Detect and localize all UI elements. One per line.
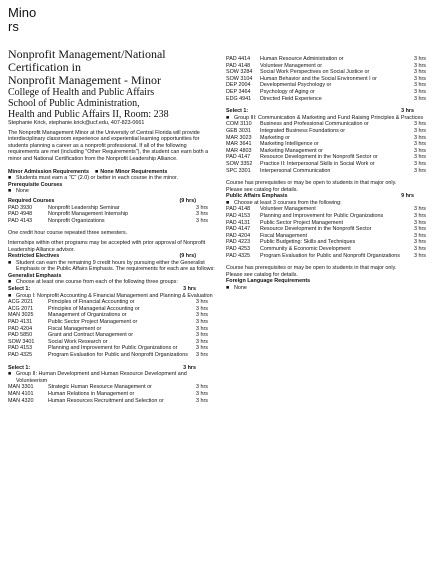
select-1-group-iii: Select 1: 3 hrs bbox=[226, 108, 414, 115]
course-row bbox=[226, 82, 436, 89]
course-row bbox=[226, 220, 436, 227]
course-code: PAD 4148 bbox=[226, 62, 251, 69]
course-title: Volunteer Management or bbox=[260, 62, 323, 69]
header-line-1: Mino bbox=[8, 5, 37, 20]
course-code: PAD 4223 bbox=[226, 239, 251, 246]
course-hours: 3 hrs bbox=[414, 141, 426, 148]
generalist-heading: Generalist Emphasis bbox=[8, 272, 62, 279]
course-hours: 3 hrs bbox=[196, 312, 208, 319]
foreign-language-heading: Foreign Language Requirements bbox=[226, 278, 311, 285]
course-row bbox=[8, 211, 218, 218]
course-hours: 3 hrs bbox=[414, 88, 426, 95]
course-row bbox=[8, 218, 218, 225]
prereq-note-2: Course has prerequisites or may be open to students in that major only. bbox=[226, 265, 397, 272]
bullet-icon: ■ bbox=[226, 285, 230, 291]
course-hours: 3 hrs bbox=[196, 325, 208, 332]
bullet-icon: ■ bbox=[8, 279, 12, 286]
prereq-none: ■ None bbox=[8, 188, 29, 195]
course-code: PAD 4253 bbox=[226, 246, 251, 253]
course-code: DEP 3464 bbox=[226, 88, 251, 95]
course-code: MAR 4803 bbox=[226, 147, 252, 154]
course-hours: 3 hrs bbox=[414, 232, 426, 239]
bullet-icon: ■ bbox=[94, 168, 99, 175]
course-hours: 3 hrs bbox=[196, 305, 208, 312]
course-hours: 3 hrs bbox=[196, 352, 208, 358]
course-row bbox=[226, 226, 436, 233]
group-i-heading: ■ Group I: Nonprofit Accounting & Financial Management and Planning & Evaluation bbox=[8, 292, 213, 299]
course-title: Public Sector Project Management bbox=[260, 219, 343, 226]
course-title: Fiscal Management bbox=[260, 232, 308, 239]
course-code: MAN 3025 bbox=[8, 312, 34, 319]
group-iii-heading: ■ Group III: Communication & Marketing and Fund Raising Principles & Practices bbox=[226, 114, 424, 121]
choose-three: ■ Choose at least 3 courses from the following: bbox=[226, 199, 342, 206]
catalog-note-2: Please see catalog for details. bbox=[226, 271, 298, 278]
course-row bbox=[226, 233, 436, 240]
school: School of Public Administration, bbox=[8, 98, 140, 109]
course-hours: 3 hrs bbox=[196, 204, 208, 211]
course-code: MAR 3641 bbox=[226, 141, 252, 148]
course-code: PAD 4147 bbox=[226, 226, 251, 233]
course-row bbox=[226, 206, 436, 213]
course-hours: 3 hrs bbox=[414, 206, 426, 213]
course-title: Human Resource Administration or bbox=[260, 56, 344, 62]
course-title: Fiscal Management or bbox=[48, 325, 102, 332]
course-hours: 3 hrs bbox=[414, 252, 426, 259]
foreign-none: ■ None bbox=[226, 285, 247, 291]
prereq-note-1: Course has prerequisites or may be open to students in that major only. bbox=[226, 180, 397, 187]
course-hours: 3 hrs bbox=[414, 75, 426, 82]
bullet-icon: ■ bbox=[226, 199, 230, 206]
course-row bbox=[8, 339, 218, 346]
course-row bbox=[226, 161, 436, 168]
course-code: SPC 3301 bbox=[226, 167, 251, 174]
course-hours: 3 hrs bbox=[414, 62, 426, 69]
course-hours: 3 hrs bbox=[196, 384, 208, 391]
course-row bbox=[226, 56, 436, 63]
course-hours: 3 hrs bbox=[414, 239, 426, 246]
course-row bbox=[8, 319, 218, 326]
course-code: GEB 3031 bbox=[226, 127, 251, 134]
course-code: PAD 4143 bbox=[8, 217, 33, 224]
course-row bbox=[8, 352, 218, 359]
course-code: PAD 4153 bbox=[8, 345, 33, 352]
group-iii-courses bbox=[226, 121, 436, 174]
course-hours: 3 hrs bbox=[414, 69, 426, 76]
public-affairs-heading: Public Affairs Emphasis 9 hrs bbox=[226, 193, 414, 200]
course-code: PAD 4948 bbox=[8, 211, 33, 218]
course-row bbox=[226, 154, 436, 161]
course-code: ACG 2071 bbox=[8, 305, 34, 312]
course-title: Directed Field Experience bbox=[260, 95, 322, 102]
course-row bbox=[226, 246, 436, 253]
select-1-group-ii: Select 1: 3 hrs bbox=[8, 364, 196, 371]
header-line-2: rs bbox=[8, 19, 19, 34]
title-b: Certification in bbox=[8, 60, 81, 74]
course-title: Planning and Improvement for Public Organizations or bbox=[48, 345, 178, 352]
course-hours: 3 hrs bbox=[414, 246, 426, 253]
course-title: Practice II: Interpersonal Skills in Social Work or bbox=[260, 160, 375, 167]
course-hours: 3 hrs bbox=[414, 121, 426, 128]
course-code: PAD 4148 bbox=[226, 206, 251, 213]
course-row bbox=[8, 299, 218, 306]
course-hours: 3 hrs bbox=[196, 211, 208, 218]
bullet-icon: ■ bbox=[226, 114, 230, 121]
course-row bbox=[226, 76, 436, 83]
right-column bbox=[226, 56, 436, 292]
course-row bbox=[226, 141, 436, 148]
course-title: Resource Development in the Nonprofit Sector bbox=[260, 226, 372, 233]
course-hours: 3 hrs bbox=[196, 319, 208, 326]
course-row bbox=[8, 384, 218, 391]
course-title: Human Resources Recruitment and Selection or bbox=[48, 397, 164, 404]
contact: Stephanie Krick, stephanie.krick@ucf.edu, 407-823-0661 bbox=[8, 120, 145, 126]
choose-one: ■ Choose at least one course from each of the following three groups: bbox=[8, 279, 178, 286]
internships-note: Internships within other programs may be accepted with prior approval of Nonprofit Leadership Alliance advisor. bbox=[8, 239, 206, 253]
course-code: PAD 5850 bbox=[8, 332, 33, 339]
course-code: ACG 2021 bbox=[8, 299, 34, 306]
course-title: Marketing Intelligence or bbox=[260, 141, 319, 148]
course-row bbox=[226, 239, 436, 246]
group-i-courses bbox=[8, 299, 218, 358]
prereq-heading: Prerequisite Courses bbox=[8, 181, 63, 188]
course-title: Grant and Contract Management or bbox=[48, 332, 134, 339]
course-title: Nonprofit Management Internship bbox=[48, 211, 129, 218]
course-hours: 3 hrs bbox=[414, 147, 426, 154]
course-code: PAD 4147 bbox=[226, 154, 251, 161]
course-hours: 3 hrs bbox=[414, 154, 426, 161]
course-title: Principles of Managerial Accounting or bbox=[48, 305, 140, 312]
restricted-text: ■ Student can earn the remaining 9 credit hours by pursuing either the Generalist Emphasis or the Public Affairs Emphasis. The requirements for each are as follows: bbox=[8, 259, 215, 273]
course-hours: 3 hrs bbox=[196, 345, 208, 352]
course-hours: 3 hrs bbox=[196, 397, 208, 404]
course-code: EDG 4941 bbox=[226, 95, 252, 102]
group-ii-heading: ■ Group II: Human Development and Human Resource Development and Volunteerism bbox=[8, 371, 187, 384]
bullet-icon: ■ bbox=[8, 292, 12, 299]
course-code: PAD 4204 bbox=[8, 325, 33, 332]
course-hours: 3 hrs bbox=[414, 127, 426, 134]
course-code: PAD 4325 bbox=[8, 352, 33, 358]
course-title: Public Budgeting: Skills and Techniques bbox=[260, 239, 356, 246]
course-row bbox=[226, 168, 436, 175]
one-credit-note: One credit hour course repeated three semesters. bbox=[8, 230, 128, 237]
grade-requirement: ■ Students must earn a "C" (2.0) or better in each course in the minor. bbox=[8, 175, 179, 182]
course-code: SOW 3284 bbox=[226, 69, 253, 76]
room: Health and Public Affairs II, Room: 238 bbox=[8, 109, 169, 120]
course-row bbox=[226, 96, 436, 103]
course-title: Planning and Improvement for Public Organizations bbox=[260, 213, 384, 220]
course-hours: 3 hrs bbox=[414, 160, 426, 167]
course-row bbox=[226, 121, 436, 128]
course-code: DEP 2004 bbox=[226, 82, 251, 89]
course-row bbox=[226, 89, 436, 96]
course-title: Human Relations in Management or bbox=[48, 390, 135, 397]
course-code: SOW 3104 bbox=[226, 75, 253, 82]
course-row bbox=[8, 391, 218, 398]
course-title: Management of Organizations or bbox=[48, 312, 127, 319]
course-title: Community & Economic Development bbox=[260, 246, 351, 253]
course-title: Principles of Financial Accounting or bbox=[48, 299, 135, 306]
course-hours: 3 hrs bbox=[414, 56, 426, 62]
course-code: MAR 3023 bbox=[226, 134, 252, 141]
course-hours: 3 hrs bbox=[414, 219, 426, 226]
select-1-group-i: Select 1: 3 hrs bbox=[8, 286, 196, 293]
course-title: Nonprofit Leadership Seminar bbox=[48, 204, 120, 211]
course-code: PAD 3930 bbox=[8, 204, 33, 211]
left-column bbox=[8, 0, 218, 404]
course-hours: 3 hrs bbox=[414, 95, 426, 102]
course-title: Public Sector Project Management or bbox=[48, 319, 138, 326]
course-hours: 3 hrs bbox=[414, 213, 426, 220]
bullet-icon: ■ bbox=[8, 175, 12, 182]
course-row bbox=[8, 345, 218, 352]
course-title: Social Work Research or bbox=[48, 338, 108, 345]
intro-paragraph: The Nonprofit Management Minor at the University of Central Florida will provide interdisciplinary classroom experience and experiential learning opportunities for students planning a career as a nonprofit professional. If all of the following requirements are met (including "Other Requirements"), the student can earn both a minor and National Certification from the Nonprofit Leadership Alliance. bbox=[8, 129, 209, 162]
required-heading: Required Courses (9 hrs) bbox=[8, 197, 196, 204]
course-code: PAD 4131 bbox=[8, 319, 33, 326]
group-ii-courses bbox=[8, 384, 218, 404]
course-title: Business and Professional Communication or bbox=[260, 121, 369, 128]
course-hours: 3 hrs bbox=[414, 82, 426, 89]
course-hours: 3 hrs bbox=[196, 217, 208, 224]
course-hours: 3 hrs bbox=[414, 167, 426, 174]
course-row bbox=[226, 148, 436, 155]
course-code: PAD 4325 bbox=[226, 252, 251, 259]
required-courses-list bbox=[8, 205, 218, 225]
public-affairs-courses bbox=[226, 206, 436, 259]
course-row bbox=[8, 398, 218, 405]
bullet-icon: ■ bbox=[8, 259, 12, 266]
course-title: Program Evaluation for Public and Nonprofit Organizations bbox=[48, 352, 188, 358]
restricted-heading: Restricted Electives (9 hrs) bbox=[8, 253, 196, 260]
group-ii-courses-continued bbox=[226, 56, 436, 102]
course-row bbox=[226, 253, 436, 260]
title-c: Nonprofit Management - Minor bbox=[8, 73, 161, 87]
course-code: SOW 3352 bbox=[226, 160, 253, 167]
course-code: PAD 4153 bbox=[226, 213, 251, 220]
course-hours: 3 hrs bbox=[414, 226, 426, 233]
course-title: Psychology of Aging or bbox=[260, 88, 315, 95]
course-hours: 3 hrs bbox=[196, 332, 208, 339]
course-code: PAD 4414 bbox=[226, 56, 251, 62]
course-code: MAN 4101 bbox=[8, 390, 34, 397]
course-hours: 3 hrs bbox=[196, 338, 208, 345]
course-row bbox=[226, 69, 436, 76]
course-code: PAD 4204 bbox=[226, 232, 251, 239]
college: College of Health and Public Affairs bbox=[8, 87, 155, 98]
course-row bbox=[226, 63, 436, 70]
course-title: Nonprofit Organizations bbox=[48, 217, 105, 224]
course-row bbox=[226, 128, 436, 135]
bullet-icon: ■ bbox=[8, 371, 12, 378]
course-title: Volunteer Management bbox=[260, 206, 316, 213]
course-code: MAN 4320 bbox=[8, 397, 34, 404]
course-row bbox=[226, 135, 436, 142]
course-title: Strategic Human Resource Management or bbox=[48, 384, 152, 391]
catalog-note-1: Please see catalog for details. bbox=[226, 186, 298, 193]
course-row bbox=[8, 205, 218, 212]
course-title: Resource Development in the Nonprofit Sector or bbox=[260, 154, 378, 161]
course-title: Interpersonal Communication bbox=[260, 167, 331, 174]
course-code: COM 3110 bbox=[226, 121, 252, 128]
course-hours: 3 hrs bbox=[196, 390, 208, 397]
course-title: Marketing or bbox=[260, 134, 290, 141]
course-row bbox=[8, 332, 218, 339]
course-title: Human Behavior and the Social Environment I or bbox=[260, 75, 377, 82]
course-code: MAN 3301 bbox=[8, 384, 34, 391]
bullet-icon: ■ bbox=[8, 188, 12, 195]
course-title: Developmental Psychology or bbox=[260, 82, 332, 89]
course-row bbox=[8, 312, 218, 319]
course-hours: 3 hrs bbox=[196, 299, 208, 306]
course-row bbox=[226, 213, 436, 220]
course-row bbox=[8, 306, 218, 313]
title-a: Nonprofit Management/National bbox=[8, 47, 166, 61]
admission-heading: Minor Admission Requirements ■ None Minor Requirements bbox=[8, 168, 168, 175]
course-title: Marketing Management or bbox=[260, 147, 323, 154]
course-title: Integrated Business Foundations or bbox=[260, 127, 346, 134]
course-hours: 3 hrs bbox=[414, 134, 426, 141]
course-title: Program Evaluation for Public and Nonprofit Organizations bbox=[260, 252, 400, 259]
course-row bbox=[8, 326, 218, 333]
course-code: SOW 3401 bbox=[8, 338, 35, 345]
course-title: Social Work Perspectives on Social Justice or bbox=[260, 69, 370, 76]
course-code: PAD 4131 bbox=[226, 219, 251, 226]
